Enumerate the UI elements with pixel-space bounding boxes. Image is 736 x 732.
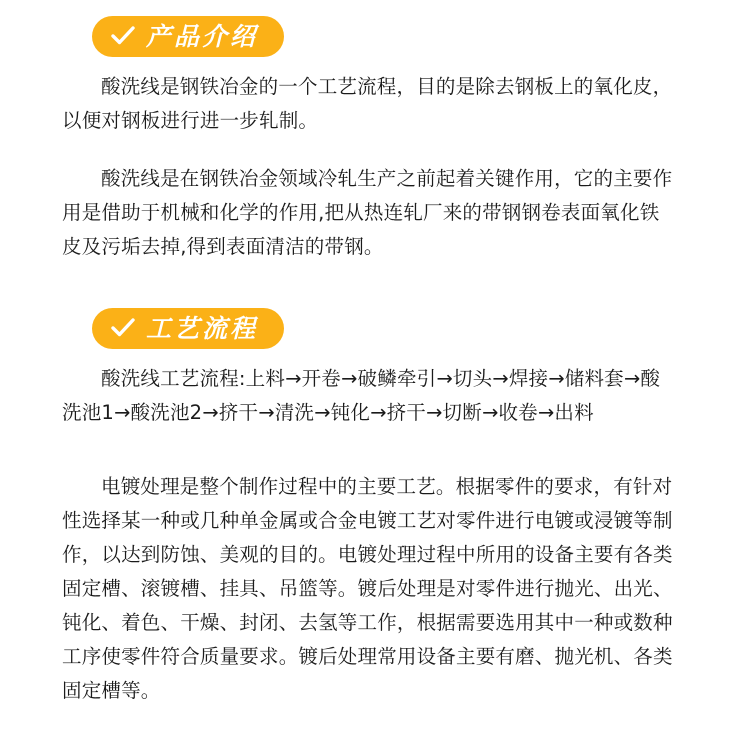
paragraph-product-intro-1: 酸洗线是钢铁冶金的一个工艺流程，目的是除去钢板上的氧化皮，以便对钢板进行进一步轧制。 (62, 75, 673, 132)
section-heading-badge (92, 308, 284, 349)
paragraph-process-flow-steps: 酸洗线工艺流程:上料→开卷→破鳞牵引→切头→焊接→储料套→酸洗池1→酸洗池2→挤干→清洗→钝化→挤干→切断→收卷→出料 (62, 367, 661, 424)
section-heading-process-flow (92, 308, 284, 349)
paragraph-process-flow-detail: 电镀处理是整个制作过程中的主要工艺。根据零件的要求，有针对性选择某一种或几种单金属或合金电镀工艺对零件进行电镀或浸镀等制作，以达到防蚀、美观的目的。电镀处理过程中所用的设备主要有各类固定槽、滚镀槽、挂具、吊篮等。镀后处理是对零件进行抛光、出光、钝化、着色、干燥、封闭、去氢等工作，根据需要选用其中一种或数种工序使零件符合质量要求。镀后处理常用设备主要有磨、抛光机、各类固定槽等。 (62, 475, 673, 702)
paragraph-product-intro-2: 酸洗线是在钢铁冶金领域冷轧生产之前起着关键作用，它的主要作用是借助于机械和化学的作用,把从热连轧厂来的带钢钢卷表面氧化铁皮及污垢去掉,得到表面清洁的带钢。 (62, 167, 673, 258)
section-heading-product-intro (92, 16, 284, 57)
section-heading-label: 产品介绍 (146, 21, 259, 51)
section-heading-label: 工艺流程 (146, 313, 259, 343)
check-icon (110, 315, 136, 341)
section-heading-badge (92, 16, 284, 57)
check-icon (110, 23, 136, 49)
